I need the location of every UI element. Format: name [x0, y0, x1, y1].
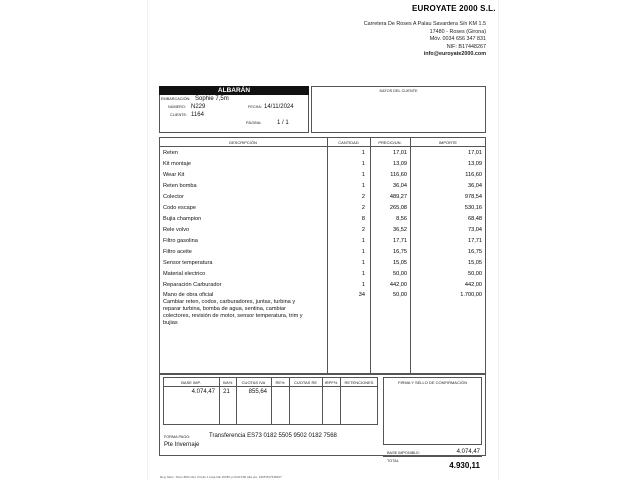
embarcacion-value: Sophie 7,5m	[195, 95, 229, 102]
albaran-title: ALBARÁN	[159, 86, 309, 95]
tax-header-base: BASE IMP.	[181, 380, 201, 385]
labor-desc-line: reparar turbina, bomba de agua, sentina, cambiar	[163, 306, 286, 312]
item-qty: 2	[361, 226, 365, 233]
nota-value: Pte Invernaje	[164, 442, 200, 448]
labor-price: 50,00	[393, 292, 407, 298]
item-desc: Filtro gasolina	[163, 237, 198, 244]
tax-header-retenciones: RETENCIONES	[344, 380, 374, 385]
item-amount: 13,09	[468, 160, 482, 167]
registry-footer: Reg. Merc. Tomo 809 Libro 0 Folio 1 Hoja GE 15789 y/i 01/07/00 Alta pre. 1995 B17448267	[160, 475, 282, 479]
item-amount: 73,04	[468, 226, 482, 233]
forma-pago-value: Transferencia ES73 0182 5505 9502 0182 7568	[209, 433, 337, 439]
item-amount: 17,01	[468, 149, 482, 156]
tax-base-value: 4.074,47	[191, 389, 215, 395]
embarcacion-label: EMBARCACIÓN:	[161, 97, 191, 101]
tax-header-irpf-pct: IRPF%	[324, 380, 338, 385]
item-amount: 50,00	[468, 270, 482, 277]
item-qty: 1	[361, 182, 365, 189]
item-qty: 1	[361, 248, 365, 255]
tax-iva-pct-value: 21	[223, 389, 230, 395]
total-value: 4.930,11	[449, 461, 480, 470]
item-amount: 530,16	[464, 204, 482, 211]
pagina-value: 1 / 1	[277, 119, 289, 126]
company-nif: NIF: B17448267	[446, 43, 486, 50]
client-data-label: DATOS DEL CLIENTE	[379, 89, 418, 93]
item-desc: Sensor temperatura	[163, 259, 213, 266]
labor-amount: 1.700,00	[460, 292, 482, 298]
cliente-label: CLIENTE:	[170, 113, 188, 117]
item-qty: 1	[361, 171, 365, 178]
item-qty: 1	[361, 160, 365, 167]
labor-desc-line: colectores, revisión de motor, sensor temperatura, trim y	[163, 313, 303, 319]
item-qty: 2	[361, 204, 365, 211]
col-header-price: PRECIO/UN.	[378, 140, 402, 145]
item-price: 116,60	[390, 171, 407, 178]
tax-header-cuotas-re: CUOTAS RE	[293, 380, 318, 385]
company-address-line: Carretera De Roses A Palau Savardera S/n KM 1.5	[363, 21, 486, 27]
item-amount: 68,48	[468, 215, 482, 222]
item-amount: 116,60	[465, 171, 482, 178]
item-price: 17,01	[393, 149, 407, 156]
item-price: 442,00	[389, 281, 407, 288]
col-header-desc: DESCRIPCIÓN	[229, 140, 257, 145]
numero-value: N229	[191, 103, 206, 110]
item-price: 8,56	[396, 215, 407, 222]
item-desc: Reten	[163, 149, 178, 156]
item-desc: Bujia champion	[163, 215, 202, 222]
fecha-value: 14/11/2024	[264, 103, 294, 110]
total-label: TOTAL	[387, 459, 399, 463]
forma-pago-label: FORMA PAGO:	[164, 435, 191, 439]
signature-label: FIRMA Y SELLO DE CONFIRMACIÓN	[398, 380, 467, 385]
item-desc: Codo escape	[163, 204, 196, 211]
col-header-amount: IMPORTE	[438, 140, 458, 145]
item-qty: 1	[361, 270, 365, 277]
company-name: EUROYATE 2000 S.L.	[412, 4, 496, 13]
col-header-qty: CANTIDAD	[338, 140, 359, 145]
item-desc: Material electrico	[163, 270, 206, 277]
item-price: 36,04	[393, 182, 407, 189]
labor-title: Mano de obra oficial	[163, 292, 214, 298]
item-desc: Colector	[163, 193, 184, 200]
labor-desc-line: bujias	[163, 320, 178, 326]
item-price: 16,75	[393, 248, 407, 255]
item-price: 265,08	[389, 204, 407, 211]
company-email[interactable]: info@euroyate2000.com	[423, 50, 486, 57]
company-phone: Móv. 0034 656 347 831	[429, 36, 486, 43]
pagina-label: PÁGINA:	[246, 121, 262, 125]
item-amount: 36,04	[468, 182, 482, 189]
item-desc: Filtro aceite	[163, 248, 192, 255]
item-price: 36,52	[393, 226, 407, 233]
item-desc: Reten bomba	[163, 182, 197, 189]
item-amount: 15,05	[468, 259, 482, 266]
fecha-label: FECHA:	[248, 105, 262, 109]
item-amount: 978,54	[464, 193, 482, 200]
item-desc: Rele volvo	[163, 226, 190, 233]
tax-header-cuotas-iva: CUOTAS IVA	[241, 380, 266, 385]
item-price: 50,00	[393, 270, 407, 277]
item-price: 15,05	[393, 259, 407, 266]
item-amount: 17,71	[468, 237, 482, 244]
item-amount: 16,75	[468, 248, 482, 255]
base-imponible-value: 4.074,47	[456, 449, 480, 455]
labor-qty: 34	[358, 292, 365, 298]
item-price: 17,71	[393, 237, 407, 244]
item-qty: 1	[361, 237, 365, 244]
item-qty: 1	[361, 149, 365, 156]
cliente-value: 1164	[191, 111, 204, 118]
item-desc: Wear Kit	[163, 171, 185, 178]
item-qty: 2	[361, 193, 365, 200]
item-qty: 8	[361, 215, 365, 222]
client-data-box	[311, 86, 486, 133]
company-address-line: 17480 - Roses (Girona)	[429, 28, 486, 35]
item-price: 489,27	[389, 193, 407, 200]
tax-cuotas-iva-value: 855,64	[248, 389, 267, 395]
signature-box	[383, 377, 482, 445]
item-price: 13,09	[393, 160, 407, 167]
item-desc: Reparación Carburador	[163, 281, 222, 288]
item-qty: 1	[361, 259, 365, 266]
labor-desc-line: Cambiar reten, codos, carburadores, juntas, turbina y	[163, 299, 296, 305]
tax-header-iva-pct: IVA%	[222, 380, 233, 385]
item-qty: 1	[361, 281, 365, 288]
tax-header-re-pct: RE%	[275, 380, 285, 385]
item-desc: Kit montaje	[163, 160, 191, 167]
item-amount: 442,00	[464, 281, 482, 288]
numero-label: NÚMERO:	[168, 105, 186, 109]
base-imponible-label: BASE IMPONIBLE:	[387, 451, 420, 455]
